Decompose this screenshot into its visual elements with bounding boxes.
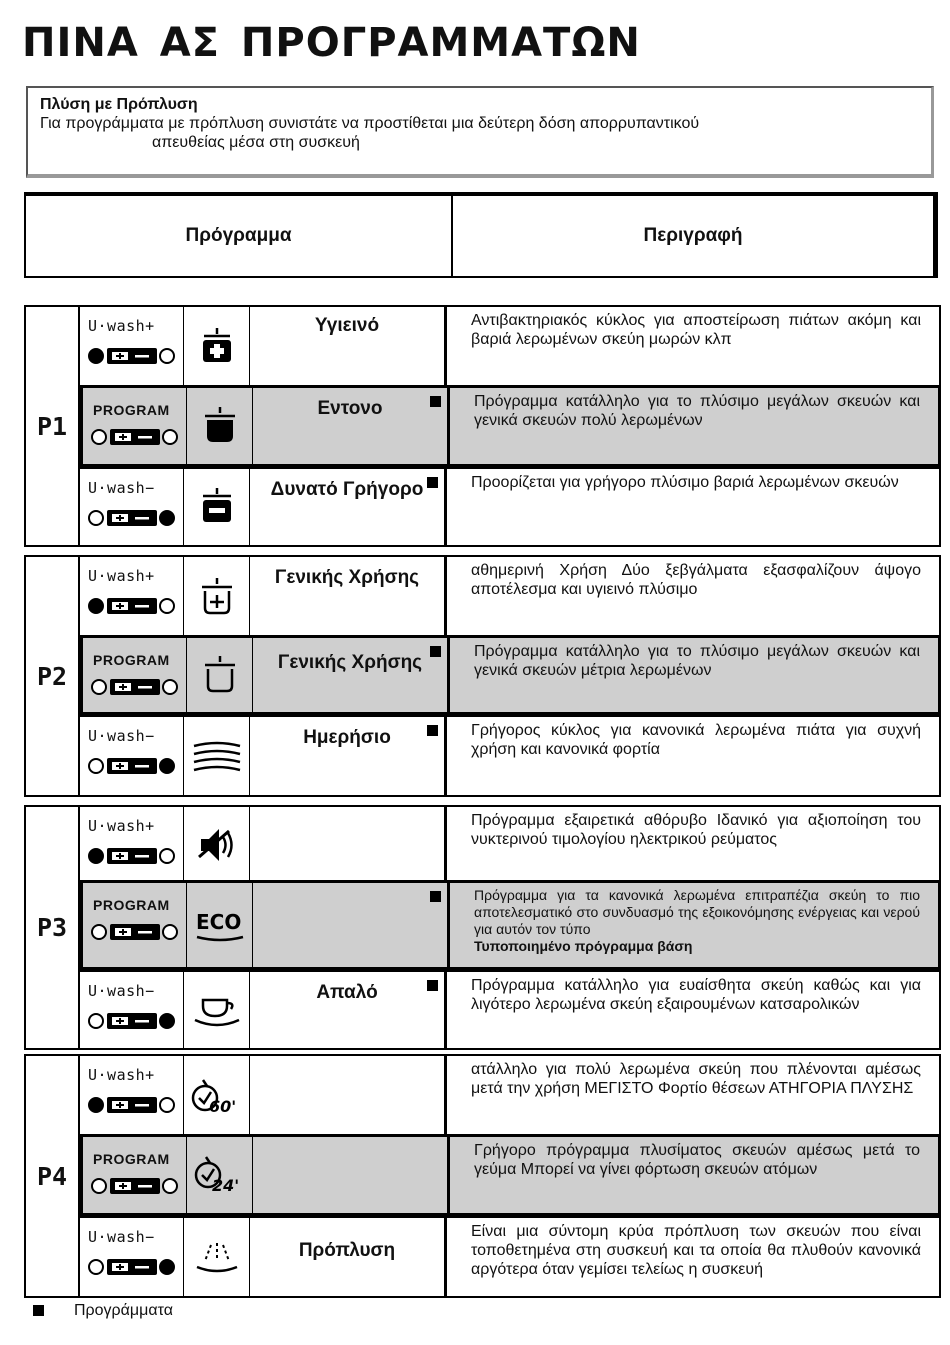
header-description: Περιγραφή bbox=[643, 225, 743, 246]
program-name-cell bbox=[250, 972, 447, 1048]
program-group-p3 bbox=[24, 805, 941, 1050]
program-description-cell bbox=[447, 307, 939, 387]
program-description-cell bbox=[450, 1137, 938, 1213]
option-indicator bbox=[87, 755, 177, 777]
program-description-cell bbox=[447, 1056, 939, 1136]
option-indicator bbox=[90, 426, 180, 448]
program-group-p2 bbox=[24, 555, 941, 797]
program-row bbox=[78, 807, 939, 882]
program-row bbox=[78, 1056, 939, 1136]
option-indicator bbox=[87, 1094, 177, 1116]
program-name-cell bbox=[250, 557, 447, 637]
program-row bbox=[78, 715, 939, 795]
option-label: U·wash+ bbox=[88, 567, 155, 585]
program-description-cell bbox=[447, 972, 939, 1048]
program-description: Προορίζεται για γρήγορο πλύσιμο βαριά λερωμένων σκευών bbox=[471, 474, 899, 491]
program-description: Πρόγραμμα κατάλληλο για το πλύσιμο μεγάλων σκευών και γενικά σκευών μέτρια λερωμένων bbox=[474, 643, 920, 679]
option-indicator bbox=[87, 1010, 177, 1032]
program-row bbox=[78, 1134, 941, 1216]
option-control bbox=[78, 972, 184, 1048]
timer-24-icon bbox=[187, 1137, 253, 1213]
program-description-cell bbox=[447, 807, 939, 882]
note-line-1: Για προγράμματα με πρόπλυση συνιστάτε να προστίθεται μια δεύτερη δόση απορρυπαντικού bbox=[40, 115, 700, 132]
pot-outline-icon bbox=[187, 638, 253, 712]
program-description: Γρήγορος κύκλος για κανονικά λερωμένα πιάτα για συχνή χρήση και κανονικά φορτία bbox=[471, 722, 921, 758]
option-label: U·wash+ bbox=[88, 317, 155, 335]
pot-minus-icon bbox=[184, 469, 250, 545]
program-row bbox=[78, 880, 941, 970]
option-control bbox=[81, 883, 187, 967]
program-group-label: P4 bbox=[36, 1161, 68, 1191]
program-name-cell bbox=[250, 1218, 447, 1296]
program-row bbox=[78, 467, 939, 545]
option-label: U·wash− bbox=[88, 982, 155, 1000]
option-control bbox=[78, 1056, 184, 1136]
option-control bbox=[81, 388, 187, 464]
program-group-p4 bbox=[24, 1054, 941, 1298]
program-name-cell bbox=[250, 1056, 447, 1136]
program-description-cell bbox=[450, 638, 938, 712]
legend bbox=[33, 1302, 173, 1320]
option-control bbox=[78, 469, 184, 545]
program-description-cell bbox=[450, 883, 938, 967]
program-description: Γρήγορο πρόγραμμα πλυσίματος σκευών αμέσως μετά το γεύμα Μπορεί να γίνει φόρτωση σκευών ατόμων bbox=[474, 1142, 920, 1178]
program-marker-icon bbox=[427, 980, 438, 991]
program-description: Πρόγραμμα κατάλληλο για το πλύσιμο μεγάλων σκευών και γενικά σκευών πολύ λερωμένων bbox=[474, 393, 920, 429]
program-row bbox=[78, 1216, 939, 1296]
program-marker-icon bbox=[427, 477, 438, 488]
option-label: U·wash− bbox=[88, 479, 155, 497]
program-name: Απαλό bbox=[316, 982, 378, 1003]
option-control bbox=[78, 717, 184, 795]
program-name: Ημερήσιο bbox=[303, 727, 391, 748]
svg-text:24': 24' bbox=[211, 1176, 239, 1195]
option-label: PROGRAM bbox=[93, 1151, 170, 1167]
header-program: Πρόγραμμα bbox=[26, 196, 453, 276]
prewash-icon bbox=[184, 1218, 250, 1296]
program-name-cell bbox=[250, 469, 447, 545]
program-description-cell bbox=[447, 557, 939, 637]
program-description-bold: Τυποποιημένο πρόγραμμα βάση bbox=[474, 938, 693, 954]
pot-outline-plus-icon bbox=[184, 557, 250, 637]
eco-icon bbox=[187, 883, 253, 967]
option-control bbox=[81, 1137, 187, 1213]
option-indicator bbox=[87, 345, 177, 367]
program-row bbox=[78, 970, 939, 1048]
cup-icon bbox=[184, 972, 250, 1048]
option-control bbox=[81, 638, 187, 712]
program-name: Υγιεινό bbox=[314, 315, 380, 336]
program-row bbox=[78, 635, 941, 715]
program-name: Γενικής Χρήσης bbox=[277, 652, 423, 673]
timer-60-icon bbox=[184, 1056, 250, 1136]
program-description-cell bbox=[450, 388, 938, 464]
option-label: PROGRAM bbox=[93, 897, 170, 913]
program-name: Δυνατό Γρήγορο bbox=[270, 479, 424, 500]
program-row bbox=[78, 385, 941, 467]
program-group-label: P1 bbox=[36, 411, 68, 441]
program-description: Πρόγραμμα κατάλληλο για ευαίσθητα σκεύη καθώς και για λιγότερο λερωμένα σκεύη εξαιρουμένων κατσαρολικών bbox=[471, 977, 921, 1013]
program-description: Είναι μια σύντομη κρύα πρόπλυση των σκευών που είναι τοποθετημένα στη συσκευή και τα οποία θα πλυθούν κανονικά αργότερα όταν γεμίσει τελείως η συσκευή bbox=[471, 1223, 921, 1278]
svg-text:ECO: ECO bbox=[195, 910, 241, 934]
prewash-note bbox=[26, 86, 934, 178]
program-description: Πρόγραμμα εξαιρετικά αθόρυβο Ιδανικό για αξιοποίηση του νυκτερινού τιμολογίου ηλεκτρικού ρεύματος bbox=[471, 812, 921, 848]
program-marker-icon bbox=[430, 891, 441, 902]
program-group-label: P2 bbox=[36, 661, 68, 691]
program-name-cell bbox=[250, 307, 447, 387]
option-indicator bbox=[90, 1175, 180, 1197]
option-indicator bbox=[87, 507, 177, 529]
option-label: U·wash+ bbox=[88, 1066, 155, 1084]
legend-square-icon bbox=[33, 1305, 44, 1316]
program-description-cell bbox=[447, 1218, 939, 1296]
program-name-cell bbox=[253, 638, 450, 712]
program-description: ατάλληλο για πολύ λερωμένα σκεύη που πλένονται αμέσως μετά την χρήση ΜΕΓΙΣΤΟ Φορτίο θέσεων ΑΤΗΓΟΡΙΑ ΠΛΥΣΗΣ bbox=[471, 1061, 921, 1097]
note-heading: Πλύση με Πρόπλυση bbox=[40, 96, 198, 113]
legend-label: Προγράμματα bbox=[74, 1302, 173, 1319]
option-control bbox=[78, 1218, 184, 1296]
program-description: Πρόγραμμα για τα κανονικά λερωμένα επιτραπέζια σκεύη το πιο αποτελεσματικό στο συνδυασμό της εξοικονόμησης ενέργειας και νερού για αυτόν τον τύπο bbox=[474, 887, 920, 937]
program-name: Γενικής Χρήσης bbox=[274, 567, 420, 588]
program-marker-icon bbox=[430, 396, 441, 407]
note-line-2: απευθείας μέσα στη συσκευή bbox=[152, 134, 360, 151]
program-description-cell bbox=[447, 717, 939, 795]
program-row bbox=[78, 557, 939, 637]
option-control bbox=[78, 307, 184, 387]
table-header bbox=[24, 192, 938, 278]
pot-plus-icon bbox=[184, 307, 250, 387]
program-name-cell bbox=[250, 807, 447, 882]
program-group-label: P3 bbox=[36, 913, 68, 942]
option-label: PROGRAM bbox=[93, 402, 170, 418]
waves-icon bbox=[184, 717, 250, 795]
pot-full-icon bbox=[187, 388, 253, 464]
program-name-cell bbox=[253, 1137, 450, 1213]
option-indicator bbox=[87, 1256, 177, 1278]
option-control bbox=[78, 807, 184, 882]
program-description: αθημερινή Χρήση Δύο ξεβγάλματα εξασφαλίζουν άψογο αποτέλεσμα και υγιεινό πλύσιμο bbox=[471, 562, 921, 598]
option-indicator bbox=[87, 595, 177, 617]
program-description: Αντιβακτηριακός κύκλος για αποστείρωση πιάτων ακόμη και βαριά λερωμένων σκεύη μωρών κλπ bbox=[471, 312, 921, 348]
program-row bbox=[78, 307, 939, 387]
option-control bbox=[78, 557, 184, 637]
program-marker-icon bbox=[430, 646, 441, 657]
program-name-cell bbox=[253, 388, 450, 464]
option-label: U·wash− bbox=[88, 1228, 155, 1246]
program-description-cell bbox=[447, 469, 939, 545]
program-name-cell bbox=[250, 717, 447, 795]
program-group-p1 bbox=[24, 305, 941, 547]
option-label: U·wash− bbox=[88, 727, 155, 745]
silent-icon bbox=[184, 807, 250, 882]
page-title: ΠΙΝΑ ΑΣ ΠΡΟΓΡΑΜΜΑΤΩΝ bbox=[22, 20, 641, 66]
option-indicator bbox=[90, 676, 180, 698]
option-label: PROGRAM bbox=[93, 652, 170, 668]
program-marker-icon bbox=[427, 725, 438, 736]
option-indicator bbox=[90, 921, 180, 943]
program-name: Εντονο bbox=[317, 398, 383, 419]
option-label: U·wash+ bbox=[88, 817, 155, 835]
option-indicator bbox=[87, 845, 177, 867]
program-name: Πρόπλυση bbox=[298, 1240, 396, 1261]
program-name-cell bbox=[253, 883, 450, 967]
svg-text:60': 60' bbox=[208, 1097, 236, 1116]
